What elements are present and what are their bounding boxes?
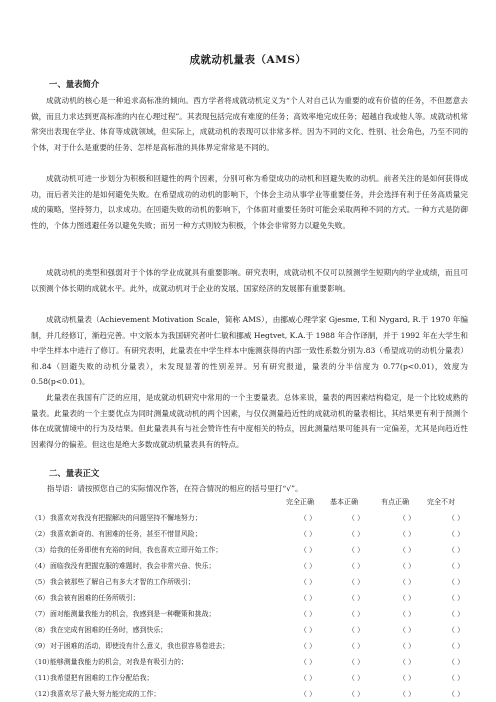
paragraph-3: 成就动机的类型和强弱对于个体的学业成就具有重要影响。研究表明，成就动机不仅可以预测学生短期内的学业成绩，而且可以预测个体长期的成就水平。此外，成就动机对于企业的发展、国家经济的发展都有重要影响。: [31, 268, 468, 293]
questionnaire-item: [31, 558, 471, 574]
item-text: 我会被有困难的任务所吸引；: [50, 594, 140, 602]
answer-checkbox-1[interactable]: （ ）: [300, 530, 316, 538]
item-text: 面对能测量我能力的机会，我感到是一种鞭策和挑战；: [50, 610, 216, 618]
answer-checkbox-1[interactable]: （ ）: [300, 674, 316, 682]
answer-checkbox-2[interactable]: （ ）: [348, 626, 364, 634]
answer-checkbox-1[interactable]: （ ）: [300, 626, 316, 634]
item-number: （2）: [31, 530, 50, 538]
item-number: （10）: [31, 658, 54, 666]
answer-checkbox-4[interactable]: （ ）: [448, 578, 464, 586]
answer-checkbox-1[interactable]: （ ）: [300, 578, 316, 586]
item-number: （6）: [31, 594, 50, 602]
answer-checkbox-3[interactable]: （ ）: [399, 546, 415, 554]
item-text: 对于困难的活动，即使没有什么意义，我也很容易卷进去；: [50, 642, 230, 650]
answer-checkbox-1[interactable]: （ ）: [300, 610, 316, 618]
item-number: （5）: [31, 578, 50, 586]
answer-checkbox-4[interactable]: （ ）: [448, 690, 464, 698]
item-number: （8）: [31, 626, 50, 634]
answer-checkbox-3[interactable]: （ ）: [399, 658, 415, 666]
answer-checkbox-1[interactable]: （ ）: [300, 690, 316, 698]
item-number: （12）: [31, 690, 54, 698]
item-text: 我希望把有困难的工作分配给我；: [50, 674, 154, 682]
questionnaire-item: [31, 526, 471, 542]
item-text: 能够测量我能力的机会，对我是有吸引力的；: [50, 658, 188, 666]
answer-checkbox-1[interactable]: （ ）: [300, 562, 316, 570]
answer-checkbox-1[interactable]: （ ）: [300, 514, 316, 522]
answer-checkbox-2[interactable]: （ ）: [348, 514, 364, 522]
item-text: 我喜欢尽了最大努力能完成的工作；: [50, 690, 161, 698]
answer-checkbox-4[interactable]: （ ）: [448, 546, 464, 554]
paragraph-5: 此量表在我国有广泛的应用，是成就动机研究中常用的一个主要量表。总体来说，量表的两因素结构稳定，是一个比较成熟的量表。此量表的一个主要优点为同时测量成就动机的两个因素，与仅仅测量趋近性的成就动机的量表相比，其结果更有利于预测个体在成就情境中的行为及结果。但此量表具有与社会赞许性有中度相关的特点，因此测量结果可能具有一定偏差，尤其是向趋近性因素得分的偏差。但这也是绝大多数成就动机量表具有的特点。: [31, 393, 468, 449]
item-number: （4）: [31, 562, 50, 570]
column-header-option-2: 基本正确: [330, 498, 358, 506]
item-number: （1）: [31, 514, 50, 522]
questionnaire-item: [31, 622, 471, 638]
answer-checkbox-4[interactable]: （ ）: [448, 658, 464, 666]
answer-checkbox-1[interactable]: （ ）: [300, 546, 316, 554]
answer-checkbox-2[interactable]: （ ）: [348, 610, 364, 618]
questionnaire-item: [31, 590, 471, 606]
answer-checkbox-3[interactable]: （ ）: [399, 626, 415, 634]
answer-checkbox-3[interactable]: （ ）: [399, 578, 415, 586]
answer-checkbox-3[interactable]: （ ）: [399, 674, 415, 682]
answer-checkbox-3[interactable]: （ ）: [399, 594, 415, 602]
questionnaire-item: [31, 638, 471, 654]
answer-checkbox-2[interactable]: （ ）: [348, 690, 364, 698]
item-text: 给我的任务即使有充裕的时间，我也喜欢立即开始工作；: [50, 546, 223, 554]
item-text: 面临我没有把握克服的难题时，我会非常兴奋、快乐；: [50, 562, 216, 570]
questionnaire-item: [31, 670, 471, 686]
answer-checkbox-4[interactable]: （ ）: [448, 626, 464, 634]
questionnaire-item: [31, 574, 471, 590]
answer-checkbox-4[interactable]: （ ）: [448, 514, 464, 522]
answer-checkbox-3[interactable]: （ ）: [399, 690, 415, 698]
item-text: 我在完成有困难的任务时，感到快乐；: [50, 626, 168, 634]
instruction-text: 指导语：请按照您自己的实际情况作答，在符合情况的相应的括号里打“√”。: [47, 484, 303, 493]
answer-checkbox-2[interactable]: （ ）: [348, 594, 364, 602]
questionnaire-item: [31, 606, 471, 622]
answer-checkbox-1[interactable]: （ ）: [300, 658, 316, 666]
answer-checkbox-3[interactable]: （ ）: [399, 562, 415, 570]
questionnaire-item: [31, 510, 471, 526]
answer-checkbox-2[interactable]: （ ）: [348, 530, 364, 538]
item-number: （3）: [31, 546, 50, 554]
answer-checkbox-1[interactable]: （ ）: [300, 594, 316, 602]
questionnaire-item: [31, 654, 471, 670]
answer-checkbox-2[interactable]: （ ）: [348, 578, 364, 586]
paragraph-4: 成就动机量表（Achievement Motivation Scale，简称 AMS），由挪威心理学家 Gjesme, T.和 Nygard, R.于 1970 年编制，并几经修订，渐趋完善。中文版本为我国研究者叶仁敏和挪威 Hegtvet, K.A.于 1988 年合作译制，并于 1992 年在大学生和中学生样本中进行了修订。有研究表明，此量表在中学生样本中施测获得的内部一致性系数分别为.83（希望成功的动机分量表）和.84（回避失败的动机分量表），未发现显著的性别差异。另有研究报道，量表的分半信度为 0.77(p<0.01)，效度为 0.58(p<0.01)。: [31, 315, 468, 387]
questionnaire-item: [31, 542, 471, 558]
answer-checkbox-3[interactable]: （ ）: [399, 610, 415, 618]
section-heading-intro: 一、量表简介: [49, 79, 100, 89]
answer-checkbox-1[interactable]: （ ）: [300, 642, 316, 650]
section-heading-scale: 二、量表正文: [49, 468, 100, 478]
answer-checkbox-2[interactable]: （ ）: [348, 658, 364, 666]
answer-checkbox-2[interactable]: （ ）: [348, 546, 364, 554]
answer-checkbox-4[interactable]: （ ）: [448, 530, 464, 538]
answer-checkbox-3[interactable]: （ ）: [399, 514, 415, 522]
item-text: 我会被那些了解自己有多大才智的工作所吸引；: [50, 578, 195, 586]
answer-checkbox-2[interactable]: （ ）: [348, 562, 364, 570]
answer-checkbox-3[interactable]: （ ）: [399, 530, 415, 538]
paragraph-2: 成就动机可进一步划分为积极和回避性的两个因素，分别可称为希望成功的动机和回避失败的动机。前者关注的是如何获得成功，而后者关注的是如何避免失败。在希望成功的动机的影响下，个体会主动从事学业等重要任务，并会选择有利于任务高质量完成的策略，坚持努力，以求成功。在回避失败的动机的影响下，个体面对重要任务时可能会采取两种不同的方式。一种方式是防御性的，个体力图逃避任务以避免失败；而另一种方式则较为积极，个体会非常努力以避免失败。: [31, 174, 468, 230]
answer-checkbox-4[interactable]: （ ）: [448, 610, 464, 618]
item-number: （7）: [31, 610, 50, 618]
questionnaire-item: [31, 686, 471, 702]
column-header-option-4: 完全不对: [427, 498, 455, 506]
paragraph-1: 成就动机的核心是一种追求高标准的倾向。西方学者将成就动机定义为“个人对自己认为重要的或有价值的任务，不但愿意去做，而且力求达到更高标准的内在心理过程”。其表现包括完成有难度的任务；高效率地完成任务；超越自我或他人等。成就动机常常突出表现在学业、体育等成就领域，但实际上，成就动机的表现可以非常多样。因为不同的文化、性别、社会角色，乃至不同的个体，对于什么是重要的任务、怎样是高标准的具体界定常常是不同的。: [31, 96, 468, 152]
answer-checkbox-2[interactable]: （ ）: [348, 642, 364, 650]
answer-checkbox-4[interactable]: （ ）: [448, 674, 464, 682]
column-header-option-1: 完全正确: [286, 498, 314, 506]
item-number: （9）: [31, 642, 50, 650]
questionnaire-items: [31, 510, 471, 702]
column-header-option-3: 有点正确: [381, 498, 409, 506]
answer-checkbox-4[interactable]: （ ）: [448, 642, 464, 650]
answer-checkbox-4[interactable]: （ ）: [448, 594, 464, 602]
item-text: 我喜欢新奇的、有困难的任务，甚至不惜冒风险；: [50, 530, 202, 538]
item-number: （11）: [31, 674, 54, 682]
answer-checkbox-3[interactable]: （ ）: [399, 642, 415, 650]
page-title: 成就动机量表（AMS）: [189, 54, 307, 66]
item-text: 我喜欢对我没有把握解决的问题坚持不懈地努力；: [50, 514, 202, 522]
answer-checkbox-2[interactable]: （ ）: [348, 674, 364, 682]
answer-checkbox-4[interactable]: （ ）: [448, 562, 464, 570]
